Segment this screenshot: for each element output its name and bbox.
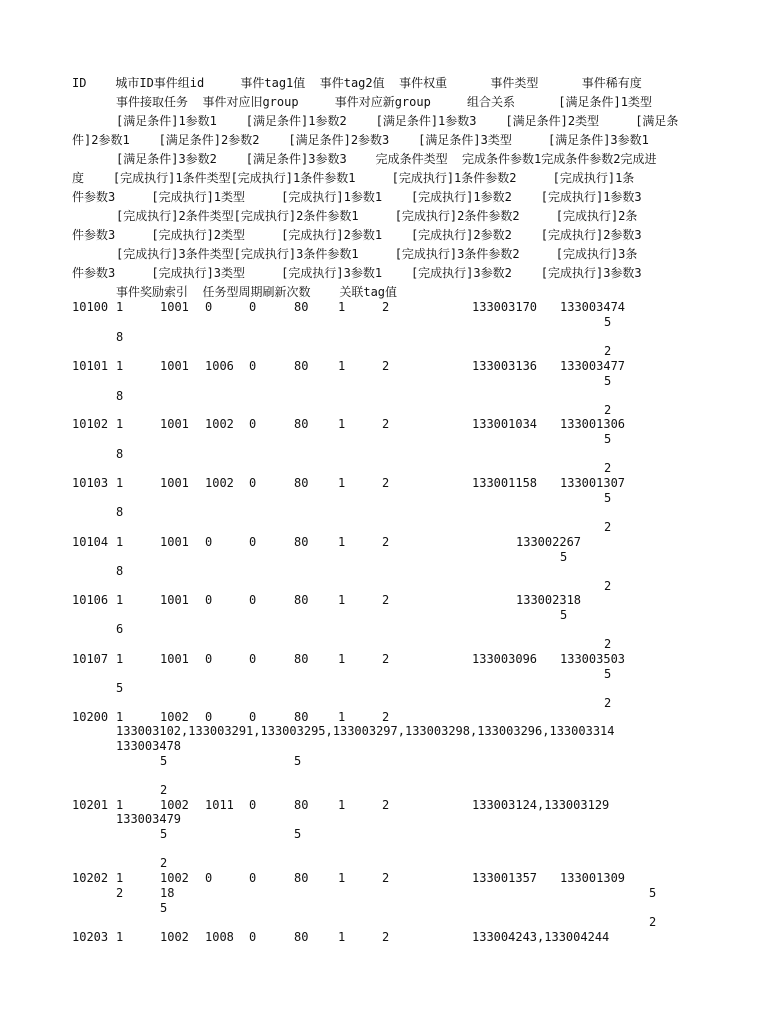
row-cell: 1 <box>116 871 124 885</box>
row-new-group: 133003478 <box>116 739 182 753</box>
row-new-group: 133002267 <box>516 535 582 549</box>
row-cell: 2 <box>160 856 168 870</box>
header-line: 件参数3 [完成执行]2类型 [完成执行]2参数1 [完成执行]2参数2 [完成执行]2参数3 <box>72 228 642 242</box>
row-cell: 80 <box>294 798 309 812</box>
row-cell: 1 <box>338 593 346 607</box>
row-cell: 1001 <box>160 417 189 431</box>
row-cell: 2 <box>382 300 390 314</box>
row-cell: 2 <box>116 886 124 900</box>
row-id: 10201 <box>72 798 109 812</box>
row-combo: 5 <box>649 886 657 900</box>
row-combo: 5 <box>604 491 612 505</box>
row-cell: 1 <box>338 417 346 431</box>
row-new-group: 133003479 <box>116 812 182 826</box>
row-cell: 0 <box>249 417 257 431</box>
row-cell: 0 <box>249 593 257 607</box>
row-cell: 1001 <box>160 300 189 314</box>
row-cell: 1011 <box>205 798 234 812</box>
row-id: 10200 <box>72 710 109 724</box>
row-cell: 2 <box>382 930 390 944</box>
row-cell: 1 <box>116 359 124 373</box>
row-cell: 0 <box>249 359 257 373</box>
row-cell: 2 <box>382 710 390 724</box>
row-cell: 0 <box>249 652 257 666</box>
row-cell: 1 <box>116 417 124 431</box>
row-cell: 2 <box>649 915 657 929</box>
row-cell: 1 <box>338 359 346 373</box>
row-cell: 2 <box>604 520 612 534</box>
row-cell: 2 <box>604 461 612 475</box>
row-id: 10104 <box>72 535 109 549</box>
row-id: 10100 <box>72 300 109 314</box>
row-cell: 2 <box>160 783 168 797</box>
row-new-group: 133001307 <box>560 476 626 490</box>
header-line: 事件接取任务 事件对应旧group 事件对应新group 组合关系 [满足条件]1类型 <box>116 95 652 109</box>
row-id: 10202 <box>72 871 109 885</box>
row-combo: 5 <box>604 374 612 388</box>
row-cell: 1001 <box>160 535 189 549</box>
row-cell: 1 <box>116 300 124 314</box>
header-line: [满足条件]3参数2 [满足条件]3参数3 完成条件类型 完成条件参数1完成条件参数2完成进 <box>116 152 657 166</box>
row-cell: 2 <box>382 417 390 431</box>
row-id: 10103 <box>72 476 109 490</box>
header-line: ID 城市ID事件组id 事件tag1值 事件tag2值 事件权重 事件类型 事件稀有度 <box>72 76 642 90</box>
row-cell: 1 <box>116 652 124 666</box>
header-line: 度 [完成执行]1条件类型[完成执行]1条件参数1 [完成执行]1条件参数2 [完成执行]1条 <box>72 171 635 185</box>
row-cell: 8 <box>116 505 124 519</box>
header-line: [满足条件]1参数1 [满足条件]1参数2 [满足条件]1参数3 [满足条件]2类型 [满足条 <box>116 114 679 128</box>
row-combo: 5 <box>294 827 302 841</box>
row-cell: 1001 <box>160 593 189 607</box>
row-cell: 1006 <box>205 359 234 373</box>
row-cell: 1002 <box>160 798 189 812</box>
row-combo: 5 <box>160 827 168 841</box>
row-cell: 80 <box>294 535 309 549</box>
row-id: 10203 <box>72 930 109 944</box>
row-cell: 8 <box>116 447 124 461</box>
header-line: 事件奖励索引 任务型周期刷新次数 关联tag值 <box>116 285 398 299</box>
header-line: 件参数3 [完成执行]3类型 [完成执行]3参数1 [完成执行]3参数2 [完成执行]3参数3 <box>72 266 642 280</box>
row-cell: 1001 <box>160 652 189 666</box>
row-cell: 2 <box>382 798 390 812</box>
row-cell: 1 <box>338 535 346 549</box>
row-cell: 0 <box>249 535 257 549</box>
row-cell: 1001 <box>160 476 189 490</box>
row-cell: 0 <box>205 871 213 885</box>
row-id: 10101 <box>72 359 109 373</box>
row-old-group: 133001034 <box>472 417 538 431</box>
row-cell: 1 <box>116 476 124 490</box>
row-cell: 1 <box>116 710 124 724</box>
row-old-group: 133003170 <box>472 300 538 314</box>
row-new-group: 133002318 <box>516 593 582 607</box>
row-cell: 0 <box>249 476 257 490</box>
row-id: 10106 <box>72 593 109 607</box>
row-new-group: 133001309 <box>560 871 626 885</box>
row-cell: 2 <box>604 637 612 651</box>
row-cell: 80 <box>294 930 309 944</box>
row-cell: 80 <box>294 417 309 431</box>
row-combo: 5 <box>294 754 302 768</box>
row-cell: 18 <box>160 886 175 900</box>
row-cell: 2 <box>382 476 390 490</box>
row-cell: 1 <box>338 930 346 944</box>
row-combo: 5 <box>604 432 612 446</box>
row-cell: 0 <box>249 300 257 314</box>
row-cell: 5 <box>160 901 168 915</box>
row-cell: 1 <box>338 871 346 885</box>
row-old-group: 133003096 <box>472 652 538 666</box>
row-cell: 1 <box>116 535 124 549</box>
row-cell: 80 <box>294 871 309 885</box>
row-cell: 0 <box>249 871 257 885</box>
row-old-group: 133003124,133003129 <box>472 798 610 812</box>
row-id: 10107 <box>72 652 109 666</box>
row-old-group: 133003136 <box>472 359 538 373</box>
row-cell: 5 <box>116 681 124 695</box>
header-line: 件参数3 [完成执行]1类型 [完成执行]1参数1 [完成执行]1参数2 [完成执行]1参数3 <box>72 190 642 204</box>
row-cell: 80 <box>294 300 309 314</box>
row-cell: 2 <box>382 593 390 607</box>
header-line: [完成执行]2条件类型[完成执行]2条件参数1 [完成执行]2条件参数2 [完成执行]2条 <box>116 209 638 223</box>
row-cell: 0 <box>205 535 213 549</box>
row-new-group: 133003503 <box>560 652 626 666</box>
row-cell: 1 <box>116 593 124 607</box>
row-old-group: 133003102,133003291,133003295,133003297,133003298,133003296,133003314 <box>116 724 615 738</box>
row-cell: 0 <box>205 652 213 666</box>
row-cell: 80 <box>294 593 309 607</box>
row-cell: 80 <box>294 359 309 373</box>
row-cell: 2 <box>382 359 390 373</box>
row-cell: 8 <box>116 389 124 403</box>
row-cell: 2 <box>604 344 612 358</box>
row-cell: 1008 <box>205 930 234 944</box>
row-cell: 1 <box>338 798 346 812</box>
row-cell: 0 <box>205 710 213 724</box>
row-cell: 2 <box>382 535 390 549</box>
row-cell: 2 <box>382 652 390 666</box>
row-cell: 2 <box>604 696 612 710</box>
row-cell: 8 <box>116 330 124 344</box>
row-cell: 1 <box>338 710 346 724</box>
row-cell: 0 <box>249 710 257 724</box>
row-cell: 80 <box>294 476 309 490</box>
row-cell: 0 <box>205 300 213 314</box>
row-new-group: 133001306 <box>560 417 626 431</box>
row-cell: 2 <box>604 579 612 593</box>
row-combo: 5 <box>560 608 568 622</box>
row-cell: 1 <box>116 930 124 944</box>
row-cell: 80 <box>294 710 309 724</box>
row-old-group: 133001158 <box>472 476 538 490</box>
row-cell: 6 <box>116 622 124 636</box>
row-cell: 0 <box>205 593 213 607</box>
header-line: 件]2参数1 [满足条件]2参数2 [满足条件]2参数3 [满足条件]3类型 [满足条件]3参数1 <box>72 133 649 147</box>
header-line: [完成执行]3条件类型[完成执行]3条件参数1 [完成执行]3条件参数2 [完成执行]3条 <box>116 247 638 261</box>
row-id: 10102 <box>72 417 109 431</box>
row-cell: 1 <box>338 652 346 666</box>
row-cell: 1 <box>116 798 124 812</box>
row-combo: 5 <box>560 550 568 564</box>
row-old-group: 133001357 <box>472 871 538 885</box>
row-cell: 1 <box>338 300 346 314</box>
row-combo: 5 <box>604 315 612 329</box>
row-combo: 5 <box>604 667 612 681</box>
row-cell: 1002 <box>160 930 189 944</box>
row-old-group: 133004243,133004244 <box>472 930 610 944</box>
row-cell: 0 <box>249 798 257 812</box>
row-cell: 2 <box>604 403 612 417</box>
row-new-group: 133003477 <box>560 359 626 373</box>
row-cell: 8 <box>116 564 124 578</box>
row-cell: 1 <box>338 476 346 490</box>
row-cell: 80 <box>294 652 309 666</box>
row-cell: 1002 <box>160 710 189 724</box>
row-cell: 1002 <box>205 476 234 490</box>
row-new-group: 133003474 <box>560 300 626 314</box>
row-cell: 1002 <box>205 417 234 431</box>
row-combo: 5 <box>160 754 168 768</box>
row-cell: 1001 <box>160 359 189 373</box>
row-cell: 2 <box>382 871 390 885</box>
row-cell: 0 <box>249 930 257 944</box>
row-cell: 1002 <box>160 871 189 885</box>
